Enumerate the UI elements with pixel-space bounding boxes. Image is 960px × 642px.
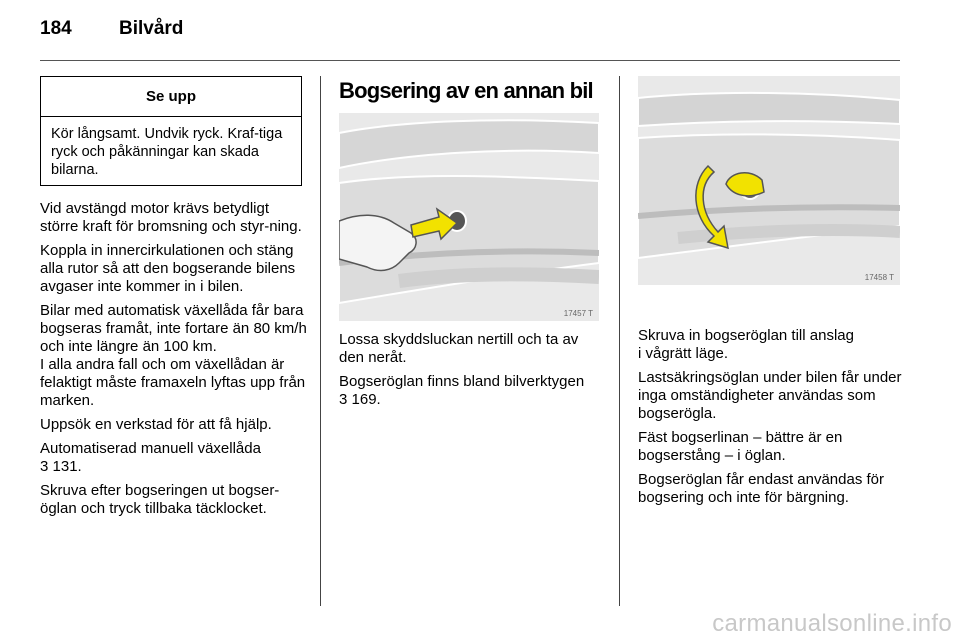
paragraph	[638, 327, 906, 363]
paragraph-text: Koppla in innercirkulationen och stäng alla rutor så att den bogserande bilens avgaser inte kommer in i bilen.	[40, 242, 296, 295]
watermark: carmanualsonline.info	[712, 610, 952, 637]
paragraph-text: I alla andra fall och om växellådan är felaktigt måste framaxeln lyftas upp från marken.	[40, 356, 306, 409]
paragraph-text: Skruva in bogseröglan till anslag	[638, 327, 854, 344]
paragraph	[40, 440, 308, 476]
paragraph-text: Automatiserad manuell växellåda	[40, 440, 261, 457]
bumper-hand-illustration	[339, 113, 599, 321]
page-reference: 3 131.	[40, 458, 82, 475]
figure-screw-eye	[638, 76, 900, 285]
paragraph	[339, 373, 607, 409]
paragraph: Skruva efter bogseringen ut bogser-öglan och tryck tillbaka täcklocket.	[40, 482, 280, 517]
paragraph: Lossa skyddsluckan nertill och ta av den neråt.	[339, 331, 579, 366]
section-title: Bilvård	[119, 18, 184, 39]
paragraph-text: i vågrätt läge.	[638, 345, 729, 362]
column-3	[638, 327, 906, 513]
paragraph: Uppsök en verkstad för att få hjälp.	[40, 416, 272, 433]
paragraph-text: Bilar med automatisk växellåda får bara bogseras framåt, inte fortare än 80 km/h och inte längre än 100 km.	[40, 302, 307, 355]
paragraph: Vid avstängd motor krävs betydligt större kraft för bromsning och styr-ning.	[40, 200, 302, 235]
figure-code: 17458 T	[864, 273, 894, 282]
page-reference: 3 169.	[339, 391, 381, 408]
figure-code: 17457 T	[563, 309, 593, 318]
warning-title: Se upp	[41, 77, 301, 117]
column-divider-2	[619, 76, 620, 606]
paragraph	[40, 242, 308, 296]
warning-body: Kör långsamt. Undvik ryck. Kraf-tiga ryck och påkänningar kan skada bilarna.	[51, 126, 283, 178]
paragraph: Bogseröglan får endast användas för bogsering och inte för bärgning.	[638, 471, 884, 506]
warning-box	[40, 76, 302, 186]
tow-eye-illustration	[638, 76, 900, 285]
column-2	[339, 331, 607, 415]
page-number: 184	[40, 18, 72, 39]
figure-open-cover	[339, 113, 599, 321]
paragraph-text: Bogseröglan finns bland bilverktygen	[339, 373, 585, 390]
paragraph	[40, 302, 308, 410]
paragraph: Fäst bogserlinan – bättre är en bogserstång – i öglan.	[638, 429, 843, 464]
section-heading: Bogsering av en annan bil	[339, 78, 593, 103]
header-rule	[40, 60, 900, 61]
column-divider-1	[320, 76, 321, 606]
column-1	[40, 200, 308, 524]
paragraph: Lastsäkringsöglan under bilen får under inga omständigheter användas som bogserögla.	[638, 369, 902, 422]
